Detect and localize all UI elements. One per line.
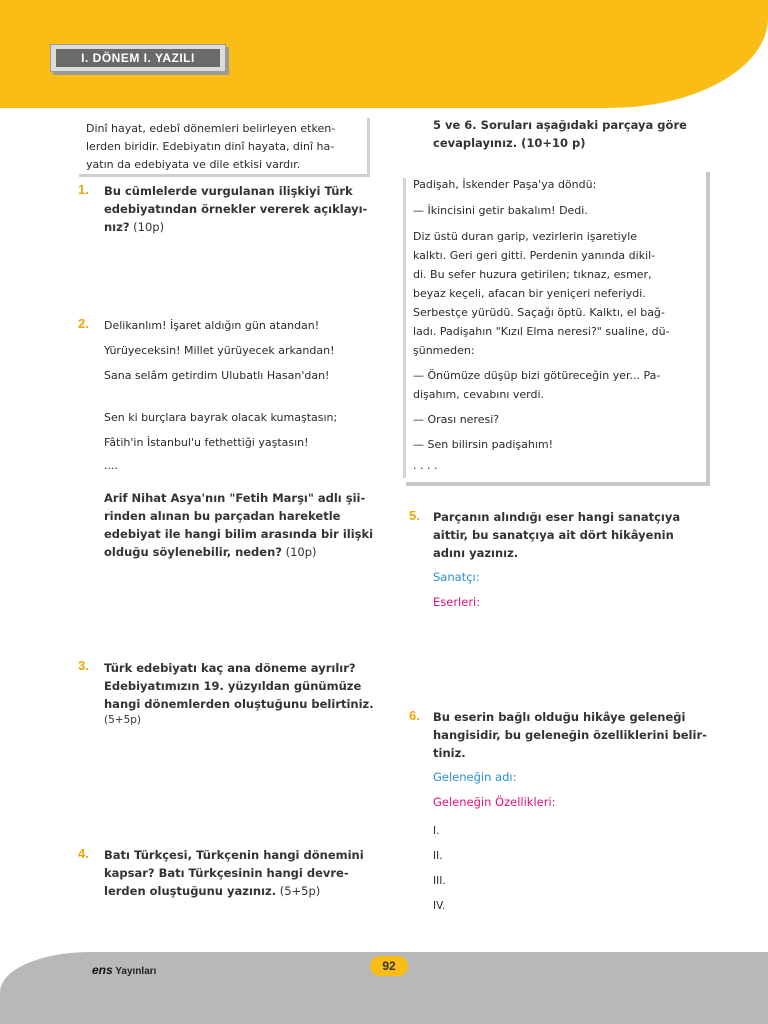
poem-line: Sen ki burçlara bayrak olacak kumaştasın;	[104, 411, 338, 424]
list-item: III.	[433, 875, 446, 887]
question-line: Türk edebiyatı kaç ana döneme ayrılır?	[104, 661, 356, 675]
question-3	[104, 659, 374, 727]
question-number: 5.	[409, 508, 420, 523]
story-line: . . . .	[413, 459, 438, 472]
list-item: II.	[433, 850, 443, 862]
intro-line: lerden biridir. Edebiyatın dinî hayata, dinî ha-	[86, 140, 335, 153]
question-line: aittir, bu sanatçıya ait dört hikâyenin	[433, 528, 674, 542]
story-line: — Orası neresi?	[413, 413, 500, 426]
list-item: IV.	[433, 900, 446, 912]
story-bar	[403, 178, 406, 478]
question-line: Arif Nihat Asya'nın "Fetih Marşı" adlı şii-	[104, 491, 366, 505]
question-line: adını yazınız.	[433, 546, 519, 560]
works-label: Eserleri:	[433, 595, 481, 609]
question-number: 6.	[409, 708, 420, 723]
question-number: 1.	[78, 182, 89, 197]
poem	[104, 317, 337, 475]
title-box	[50, 44, 226, 72]
author-label: Sanatçı:	[433, 570, 480, 584]
poem-line: Sana selâm getirdim Ulubatlı Hasan'dan!	[104, 369, 330, 382]
question-number: 3.	[78, 658, 89, 673]
intro-text	[86, 120, 335, 174]
story-paragraph: — Önümüze düşüp bizi götüreceğin yer... Pa- dişahım, cevabını verdi.	[413, 369, 661, 401]
publisher-logo	[92, 963, 156, 977]
poem-line: Fâtih'in İstanbul'u fethettiği yaştasın!	[104, 436, 309, 449]
features-label: Geleneğin Özellikleri:	[433, 795, 556, 809]
story-line: Padişah, İskender Paşa'ya döndü:	[413, 178, 597, 191]
tradition-label: Geleneğin adı:	[433, 770, 517, 784]
story-paragraph: Diz üstü duran garip, vezirlerin işaretiyle kalktı. Geri geri gitti. Perdenin yanında dikil- di. Bu sefer huzura getirilen; tıknaz, esmer, beyaz keçeli, afacan bir yeniçeri neferiydi. Serbestçe yürüdü. Saçağı öptü. Kalktı, el bağ- ladı. Padişahın "Kızıl Elma neresi?" sualine, dü- şünmeden:	[413, 230, 670, 357]
question-line: Bu eserin bağlı olduğu hikâye geleneği	[433, 710, 686, 724]
page-title: I. DÖNEM I. YAZILI	[56, 49, 220, 67]
question-line: rinden alınan bu parçadan hareketle	[104, 509, 341, 523]
publisher-name: Yayınları	[112, 966, 157, 977]
question-5	[433, 508, 680, 562]
question-line: hangisidir, bu geleneğin özelliklerini belir-	[433, 728, 707, 742]
poem-line: Yürüyeceksin! Millet yürüyecek arkandan!	[104, 344, 335, 357]
intro-line: 5 ve 6. Soruları aşağıdaki parçaya göre	[433, 118, 687, 132]
question-line: Parçanın alındığı eser hangi sanatçıya	[433, 510, 681, 524]
question-line: edebiyat ile hangi bilim arasında bir ilişki	[104, 527, 374, 541]
points: (5+5p)	[104, 714, 142, 726]
question-line: hangi dönemlerden oluştuğunu belirtiniz.	[104, 697, 374, 711]
feature-list	[433, 819, 446, 919]
points: (10p)	[129, 220, 165, 234]
question-6	[433, 708, 707, 762]
poem-line: ....	[104, 459, 118, 472]
intro-line: yatın da edebiyata ve dile etkisi vardır.	[86, 158, 301, 171]
question-line: kapsar? Batı Türkçesinin hangi devre-	[104, 866, 349, 880]
story-line: — Sen bilirsin padişahım!	[413, 438, 554, 451]
points: (10p)	[281, 545, 317, 559]
question-line: Edebiyatımızın 19. yüzyıldan günümüze	[104, 679, 362, 693]
page-number: 92	[370, 956, 408, 976]
intro-line: Dinî hayat, edebî dönemleri belirleyen etken-	[86, 122, 336, 135]
question-line: lerden oluştuğunu yazınız. (5+5p)	[104, 884, 321, 898]
question-line: olduğu söylenebilir, neden? (10p)	[104, 545, 317, 559]
question-4	[104, 846, 364, 900]
logo-mark: ens	[92, 963, 113, 977]
question-line: edebiyatından örnekler vererek açıklayı-	[104, 202, 368, 216]
question-2	[104, 489, 373, 561]
list-item: I.	[433, 825, 440, 837]
question-number: 2.	[78, 316, 89, 331]
question-line: tiniz.	[433, 746, 466, 760]
intro-line: cevaplayınız. (10+10 p)	[433, 136, 586, 150]
question-line: nız? (10p)	[104, 220, 165, 234]
story-line: — İkincisini getir bakalım! Dedi.	[413, 204, 588, 217]
story-text	[413, 175, 705, 475]
question-1	[104, 182, 367, 236]
poem-line: Delikanlım! İşaret aldığın gün atandan!	[104, 319, 320, 332]
question-number: 4.	[78, 846, 89, 861]
question-line: Batı Türkçesi, Türkçenin hangi dönemini	[104, 848, 364, 862]
points: (5+5p)	[276, 884, 321, 898]
q56-intro	[433, 116, 687, 152]
question-line: Bu cümlelerde vurgulanan ilişkiyi Türk	[104, 184, 353, 198]
